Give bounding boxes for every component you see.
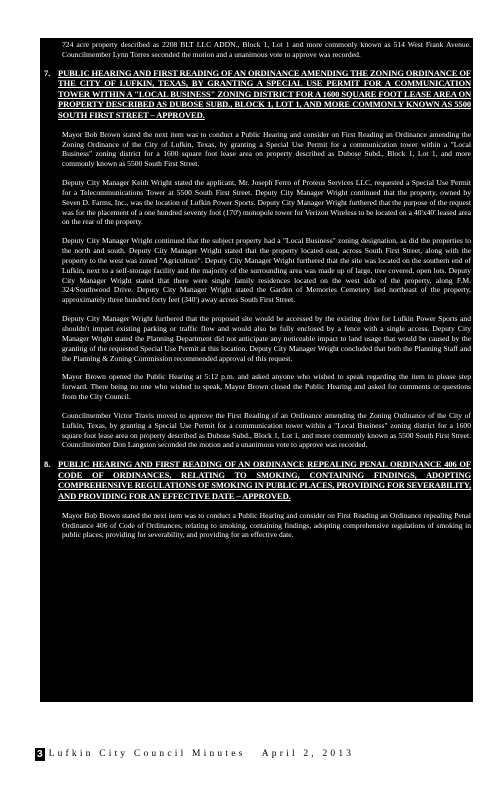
agenda-item-8-number: 8. (44, 459, 51, 470)
intro-paragraph: 724 acre property described as 2208 BLT LLC ADDN., Block 1, Lot 1 and more commonly known as 514 West Frank Avenue. Councilmember Lynn Torres seconded the motion and a unanimous vote to approve was recorded. (62, 40, 471, 59)
agenda-item-7-heading (44, 68, 471, 121)
item-7-paragraph-2: Deputy City Manager Keith Wright stated the applicant, Mr. Joseph Ferro of Proteus Services LLC, requested a Special Use Permit for a Telecommunications Tower at 5500 South First Street. Deputy City Manager Wright continued that the property, owned by Seven D. Farms, Inc., was the location of Lufkin Power Sports. Deputy City Manager Wright furthered that the purpose of the request was for the placement of a one hundred seventy foot (170') monopole tower for Verizon Wireless to be located on a 40'x40' leased area on the rear of the property. (62, 178, 472, 227)
page-footer (35, 747, 354, 761)
agenda-item-8-heading (44, 459, 471, 501)
agenda-item-7-title: PUBLIC HEARING AND FIRST READING OF AN ORDINANCE AMENDING THE ZONING ORDINANCE OF THE CITY OF LUFKIN, TEXAS, BY GRANTING A SPECIAL USE PERMIT FOR A COMMUNICATION TOWER WITHIN A "LOCAL BUSINESS" ZONING DISTRICT FOR A 1600 SQUARE FOOT LEASE AREA ON PROPERTY DESCRIBED AS DUBOSE SUBD., BLOCK 1, LOT 1, AND MORE COMMONLY KNOWN AS 5500 SOUTH FIRST STREET – APPROVED. (58, 67, 472, 121)
item-7-paragraph-1: Mayor Bob Brown stated the next item was to conduct a Public Hearing and consider on First Reading an Ordinance amending the Zoning Ordinance of the City of Lufkin, Texas, by granting a Special Use Permit for a communication tower within a "Local Business" zoning district for a 1600 square foot lease area on property described as Dubose Subd., Block 1, Lot 1, and more commonly known as 5500 South First Street. (62, 129, 471, 169)
footer-title: Lufkin City Council Minutes April 2, 2013 (48, 749, 355, 759)
agenda-item-8-title: PUBLIC HEARING AND FIRST READING OF AN ORDINANCE REPEALING PENAL ORDINANCE 406 OF CODE OF ORDINANCES, RELATING TO SMOKING, CONTAINING FINDINGS, ADOPTING COMPREHENSIVE REGULATIONS OF SMOKING IN PUBLIC PLACES, PROVIDING FOR SEVERABILITY, AND PROVIDING FOR AN EFFECTIVE DATE – APPROVED. (58, 459, 472, 502)
agenda-item-7-number: 7. (44, 67, 51, 78)
page-number: 3 (37, 748, 43, 760)
item-8-paragraph-1: Mayor Bob Brown stated the next item was to conduct a Public Hearing and consider on First Reading an Ordinance repealing Penal Ordinance 406 of Code of Ordinances, relating to smoking, containing findings, adopting comprehensive regulations of smoking in public places, providing for severability, and providing for an effective date. (62, 510, 471, 540)
item-7-paragraph-3: Deputy City Manager Wright continued that the subject property had a "Local Business" zoning designation, as did the properties to the north and south. Deputy City Manager Wright stated that the property located east, across South First Street, along with the property to the west was zoned "Agriculture". Deputy City Manager Wright furthered that the site was located on the southern end of Lufkin, next to a self-storage facility and the majority of the surrounding area was made up of large, tree covered, open lots. Deputy City Manager Wright stated that there were single family residences located on the west side of the property, along F.M. 324/Southwood Drive. Deputy City Manager Wright stated the Garden of Memories Cemetery lied northeast of the property, approximately three hundred forty feet (340') away across South First Street. (62, 236, 471, 305)
item-7-paragraph-5: Mayor Brown opened the Public Hearing at 5:12 p.m. and asked anyone who wished to speak regarding the item to please step forward. There being no one who wished to speak, Mayor Brown closed the Public Hearing and asked for comments or questions from the City Council. (62, 372, 471, 402)
minutes-page-content (40, 38, 473, 702)
item-7-paragraph-6: Councilmember Victor Travis moved to approve the First Reading of an Ordinance amending the Zoning Ordinance of the City of Lufkin, Texas, by granting a Special Use Permit for a communication tower within a "Local Business" zoning district for a 1600 square foot lease area on property described as Dubose Subd., Block 1, Lot 1, and more commonly known as 5500 South First Street. Councilmember Don Langston seconded the motion and a unanimous vote to approve was recorded. (62, 410, 471, 450)
item-7-paragraph-4: Deputy City Manager Wright furthered that the proposed site would be accessed by the existing drive for Lufkin Power Sports and shouldn't impact existing parking or traffic flow and would also be fully enclosed by a fence with a single access. Deputy City Manager Wright stated the Planning Department did not anticipate any noticeable impact to land usage that would be caused by the granting of the requested Special Use Permit at this location. Deputy City Manager Wright concluded that both the Planning Staff and the Planning & Zoning Commission recommended approval of this request. (62, 314, 471, 363)
